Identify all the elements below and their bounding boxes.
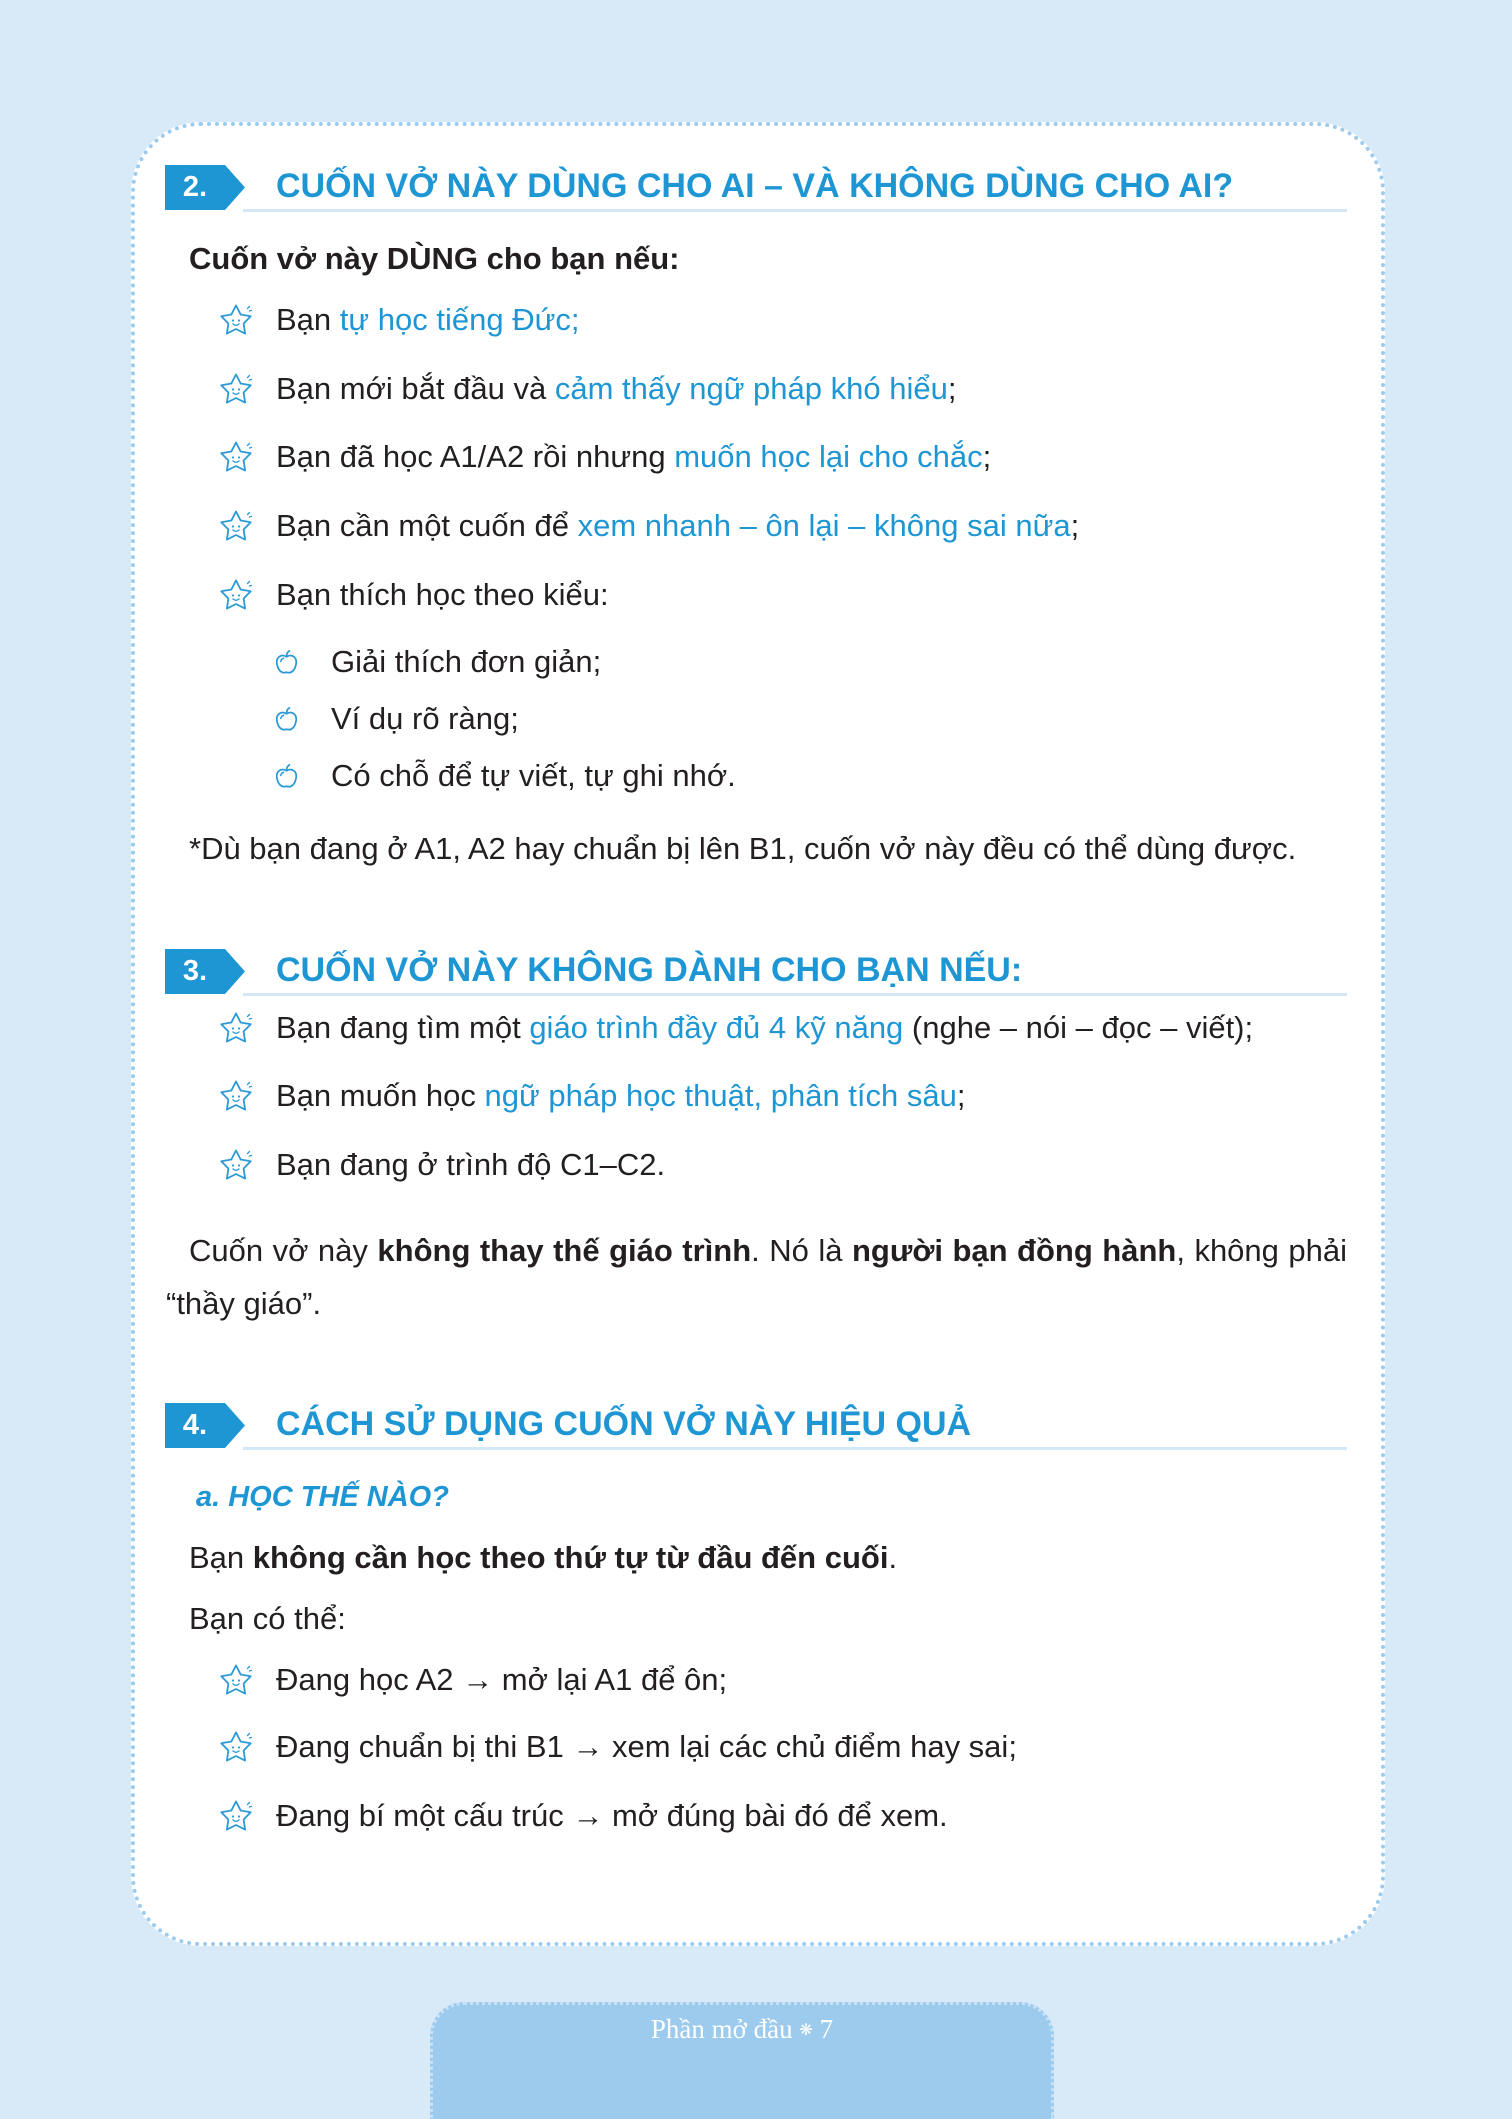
star-bullet-icon [218, 1078, 254, 1114]
star-bullet-icon [218, 1798, 254, 1834]
section-number-badge [165, 165, 245, 210]
star-bullet-icon [218, 1662, 254, 1698]
body-line: Bạn không cần học theo thứ tự từ đầu đến cuối. [189, 1540, 898, 1575]
section-number: 3. [182, 955, 208, 987]
sub-list-item: Giải thích đơn giản; [331, 644, 602, 679]
star-bullet-icon [218, 577, 254, 613]
section-number: 2. [182, 171, 208, 203]
page-number: 7 [819, 2014, 834, 2044]
sub-list-item: Ví dụ rõ ràng; [331, 701, 519, 736]
flower-separator-icon: ❋ [799, 2020, 813, 2039]
subsection-heading: a. HỌC THẾ NÀO? [196, 1481, 449, 1513]
star-bullet-icon [218, 371, 254, 407]
section-note: *Dù bạn đang ở A1, A2 hay chuẩn bị lên B1, cuốn vở này đều có thể dùng được. [189, 831, 1297, 866]
section-number-badge [165, 949, 245, 994]
body-line: Bạn có thể: [189, 1601, 346, 1636]
star-bullet-icon [218, 302, 254, 338]
list-item: Đang bí một cấu trúc → mở đúng bài đó để xem. [276, 1798, 948, 1833]
list-item: Bạn mới bắt đầu và cảm thấy ngữ pháp khó hiểu; [276, 371, 957, 406]
section-title-rule [243, 1447, 1347, 1450]
list-item: Bạn muốn học ngữ pháp học thuật, phân tích sâu; [276, 1078, 966, 1113]
section-title: CÁCH SỬ DỤNG CUỐN VỞ NÀY HIỆU QUẢ [276, 1405, 972, 1443]
section-number: 4. [182, 1409, 208, 1441]
section-title-rule [243, 993, 1347, 996]
apple-bullet-icon [273, 763, 300, 790]
apple-bullet-icon [273, 649, 300, 676]
star-bullet-icon [218, 1729, 254, 1765]
list-item: Bạn đang tìm một giáo trình đầy đủ 4 kỹ năng (nghe – nói – đọc – viết); [276, 1010, 1254, 1045]
footer-tab [430, 2002, 1054, 2119]
section-title: CUỐN VỞ NÀY DÙNG CHO AI – VÀ KHÔNG DÙNG CHO AI? [276, 167, 1234, 205]
section-paragraph: Cuốn vở này không thay thế giáo trình. Nó là người bạn đồng hành, không phải “thầy giáo”. [166, 1233, 1348, 1321]
list-item: Bạn thích học theo kiểu: [276, 577, 609, 612]
star-bullet-icon [218, 439, 254, 475]
star-bullet-icon [218, 1010, 254, 1046]
section-intro: Cuốn vở này DÙNG cho bạn nếu: [189, 241, 680, 276]
footer-label: Phần mở đầu [650, 2014, 793, 2044]
star-bullet-icon [218, 508, 254, 544]
apple-bullet-icon [273, 706, 300, 733]
section-number-badge [165, 1403, 245, 1448]
section-title: CUỐN VỞ NÀY KHÔNG DÀNH CHO BẠN NẾU: [276, 951, 1023, 989]
list-item: Bạn đã học A1/A2 rồi nhưng muốn học lại cho chắc; [276, 439, 992, 474]
list-item: Bạn cần một cuốn để xem nhanh – ôn lại – không sai nữa; [276, 508, 1080, 543]
list-item: Bạn tự học tiếng Đức; [276, 302, 580, 337]
section-title-rule [243, 209, 1347, 212]
running-footer [433, 2011, 1051, 2048]
list-item: Đang chuẩn bị thi B1 → xem lại các chủ điểm hay sai; [276, 1729, 1017, 1764]
list-item: Bạn đang ở trình độ C1–C2. [276, 1147, 666, 1182]
star-bullet-icon [218, 1147, 254, 1183]
sub-list-item: Có chỗ để tự viết, tự ghi nhớ. [331, 758, 736, 793]
list-item: Đang học A2 → mở lại A1 để ôn; [276, 1662, 728, 1697]
